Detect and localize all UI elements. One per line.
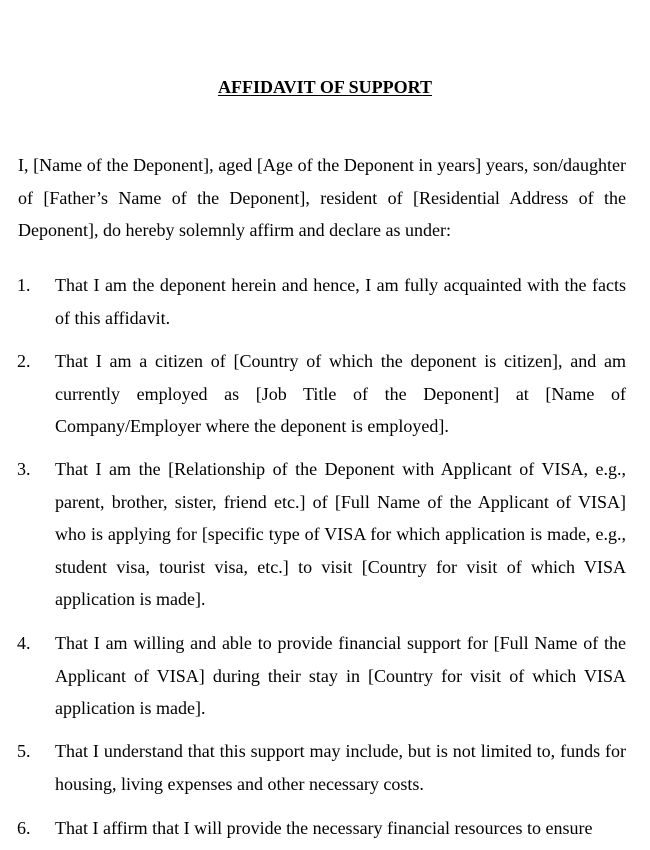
item-number: 3. (17, 459, 31, 479)
item-number: 1. (17, 275, 31, 295)
item-text: That I am the deponent herein and hence, I am fully acquainted with the facts of this affidavit. (55, 275, 626, 328)
item-number: 6. (17, 818, 31, 838)
item-text: That I understand that this support may include, but is not limited to, funds for housing, living expenses and other necessary costs. (55, 741, 626, 794)
document-title: AFFIDAVIT OF SUPPORT (217, 77, 433, 97)
item-text: That I am a citizen of [Country of which the deponent is citizen], and am currently employed as [Job Title of the Deponent] at [Name of Company/Employer where the deponent is employed]. (55, 351, 626, 436)
intro-paragraph: I, [Name of the Deponent], aged [Age of the Deponent in years] years, son/daughter of [Father’s Name of the Deponent], resident of [Residential Address of the Deponent], do hereby solemnly affirm and declare as under: (18, 155, 626, 240)
item-number: 2. (17, 351, 31, 371)
item-text: That I am the [Relationship of the Deponent with Applicant of VISA, e.g., parent, brother, sister, friend etc.] of [Full Name of the Applicant of VISA] who is applying for [specific type of VISA for which application is made, e.g., student visa, tourist visa, etc.] to visit [Country for visit of which VISA application is made]. (55, 459, 626, 609)
item-text: That I am willing and able to provide financial support for [Full Name of the Applicant of VISA] during their stay in [Country for visit of which VISA application is made]. (55, 633, 626, 718)
item-text: That I affirm that I will provide the necessary financial resources to ensure (55, 818, 593, 838)
item-number: 4. (17, 633, 31, 653)
item-number: 5. (17, 741, 31, 761)
